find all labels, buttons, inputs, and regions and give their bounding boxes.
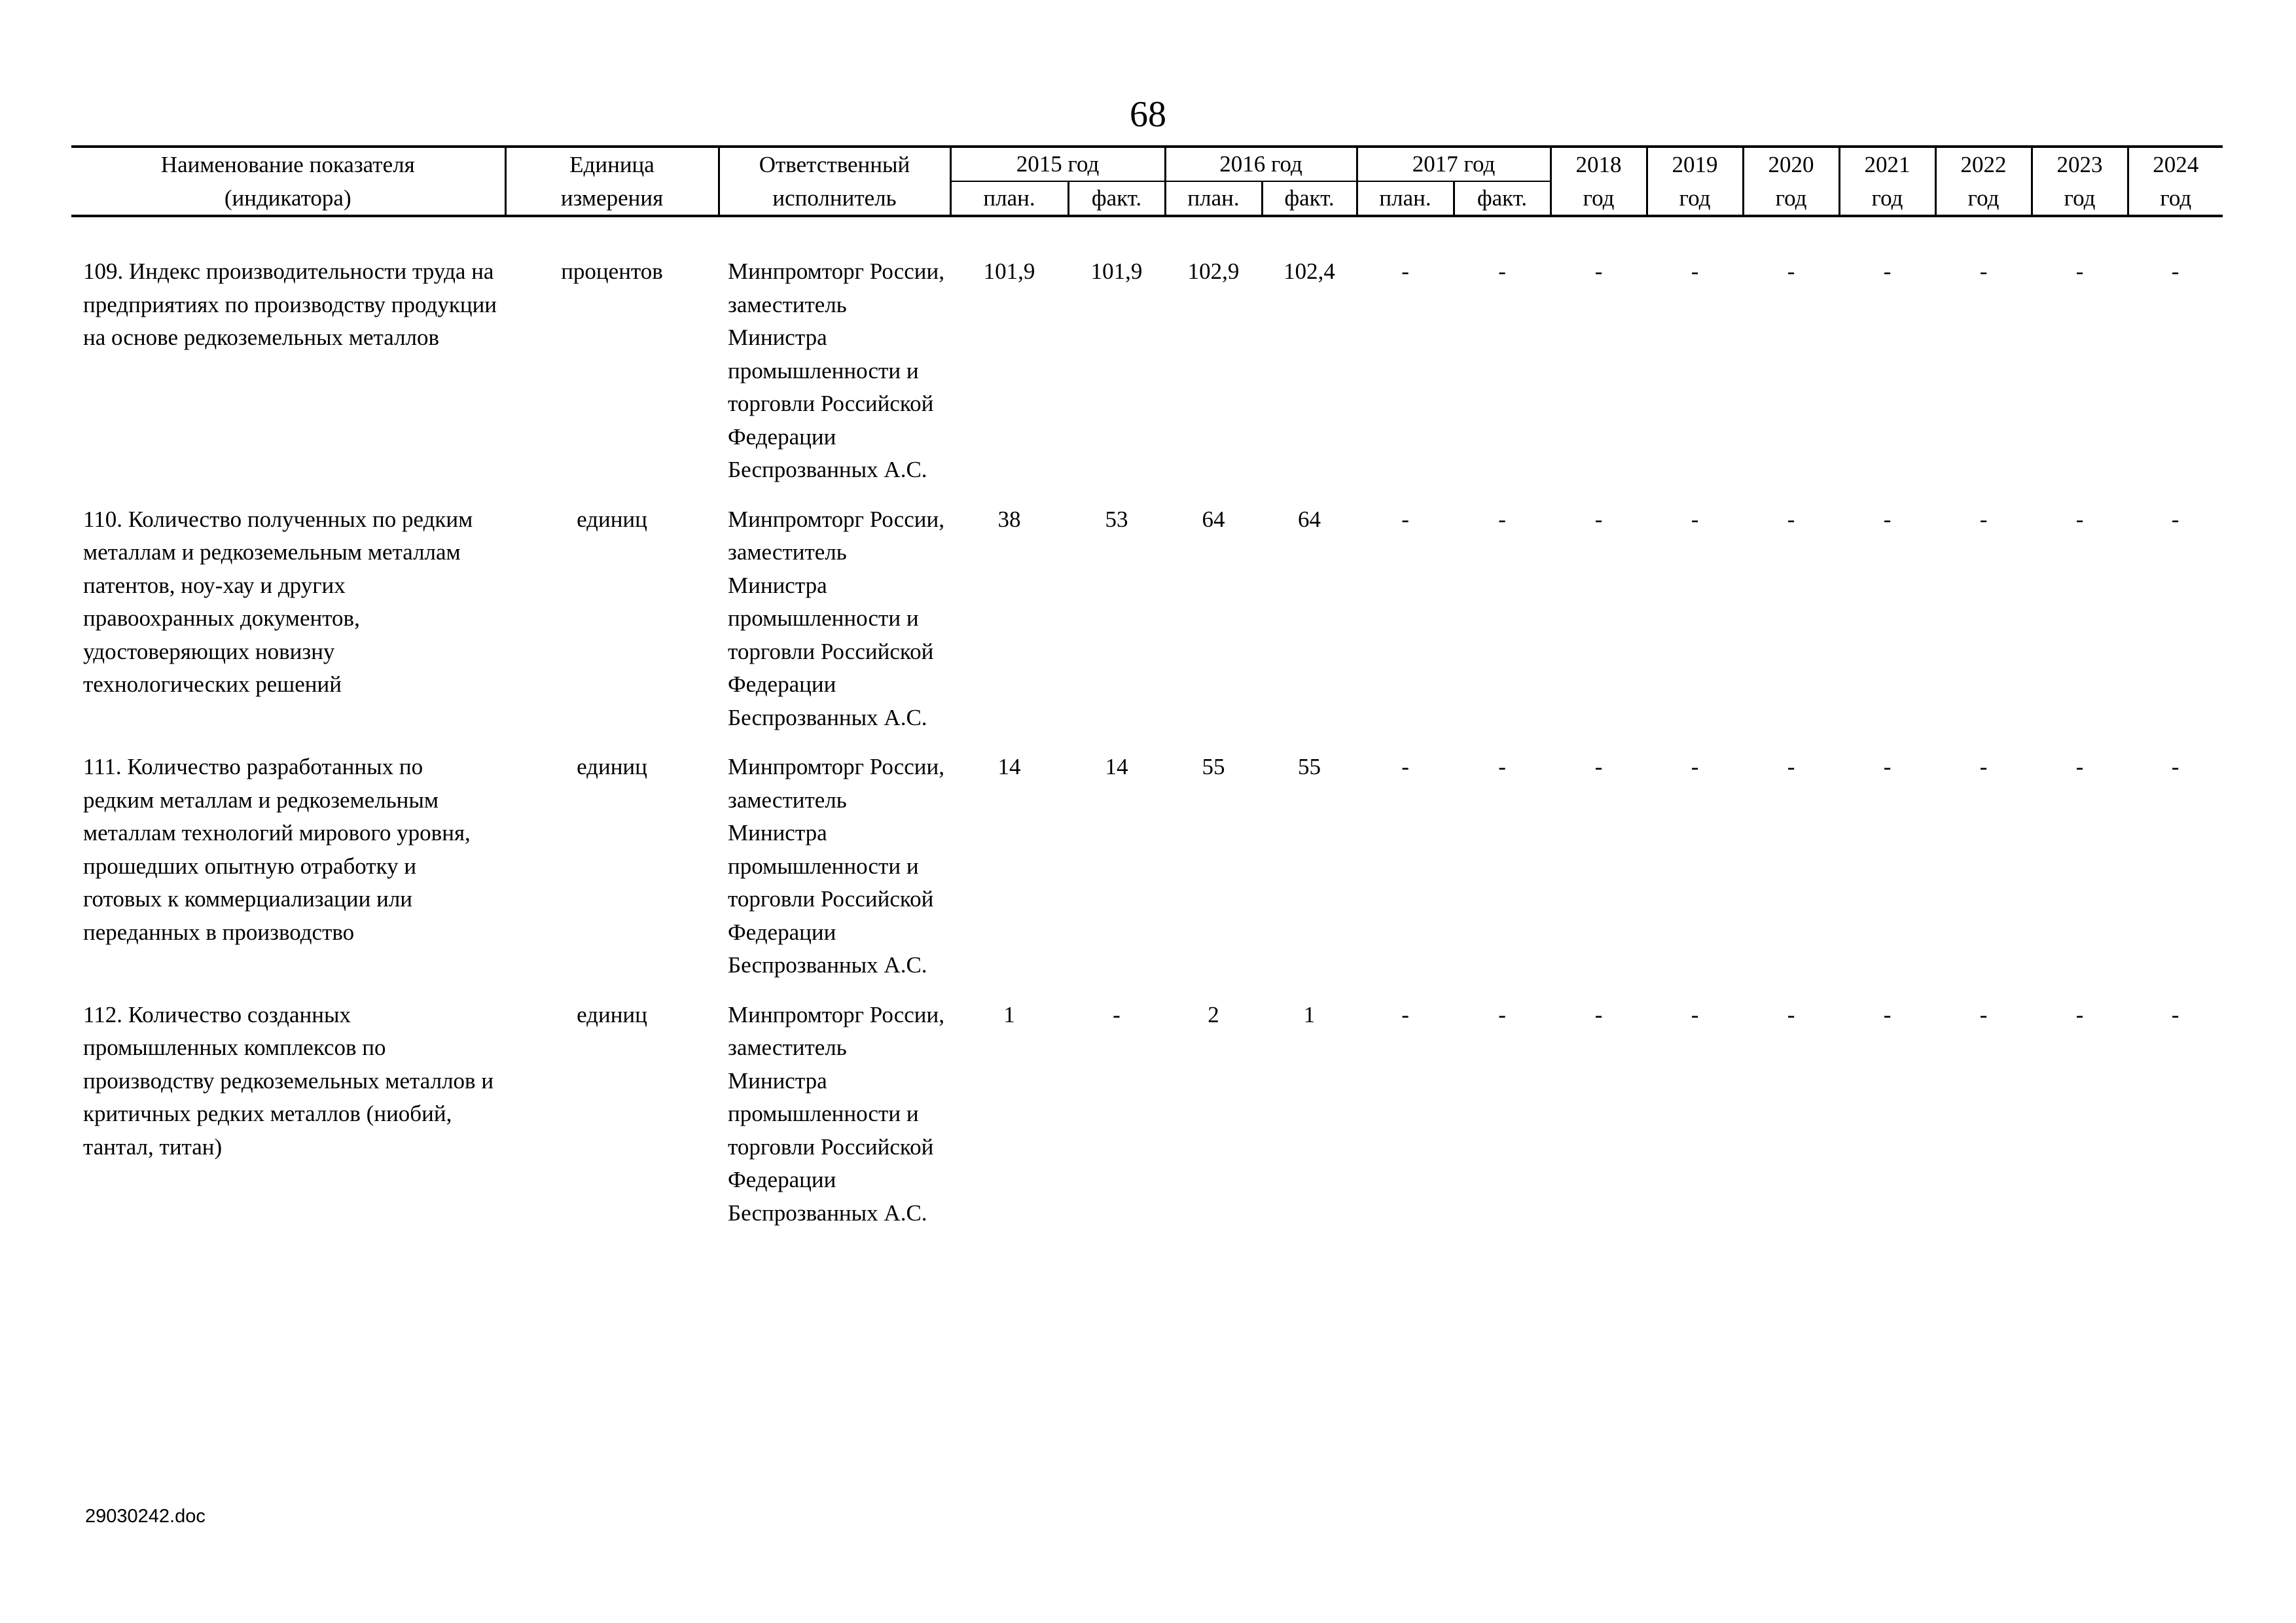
indicator-value: 53 (1105, 506, 1128, 532)
indicator-value: 38 (997, 506, 1021, 532)
indicator-unit: единиц (577, 506, 647, 532)
indicator-value: 1 (1303, 1001, 1316, 1027)
table-row (71, 751, 2223, 999)
table-header (71, 147, 2223, 216)
indicator-value: - (1498, 1001, 1506, 1027)
header-god-2018: год (1551, 181, 1647, 216)
indicator-value: - (1883, 259, 1892, 284)
header-unit-1: Единица (505, 147, 719, 181)
header-plan-2015: план. (950, 181, 1068, 216)
indicator-value: - (1594, 506, 1603, 532)
indicator-value: - (1787, 259, 1795, 284)
indicator-value: 55 (1202, 754, 1225, 779)
indicator-responsible: Минпромторг России, заместитель Министра промышленности и торговли Российской Федерации Беспрозванных А.С. (728, 1001, 944, 1226)
indicator-value: 2 (1208, 1001, 1219, 1027)
indicator-responsible: Минпромторг России, заместитель Министра промышленности и торговли Российской Федерации Беспрозванных А.С. (728, 506, 944, 730)
indicator-value: 64 (1298, 506, 1321, 532)
header-year-2016: 2016 год (1165, 147, 1357, 181)
indicator-value: - (1594, 259, 1603, 284)
indicator-value: - (1691, 1001, 1699, 1027)
indicator-value: - (1498, 506, 1506, 532)
header-year-2022: 2022 (1935, 147, 2032, 181)
indicator-value: 101,9 (1090, 259, 1143, 284)
header-fact-2016: факт. (1262, 181, 1357, 216)
header-fact-2015: факт. (1068, 181, 1165, 216)
indicator-value: - (1401, 259, 1409, 284)
header-resp-1: Ответственный (719, 147, 950, 181)
header-god-2020: год (1743, 181, 1839, 216)
indicator-unit: единиц (577, 1001, 647, 1027)
indicator-name: 112. Количество созданных промышленных комплексов по производству редкоземельных металлов и критичных редких металлов (ниобий, тантал, титан) (83, 1001, 494, 1160)
indicator-responsible: Минпромторг России, заместитель Министра промышленности и торговли Российской Федерации Беспрозванных А.С. (728, 259, 944, 482)
indicator-value: - (1498, 754, 1506, 779)
indicator-responsible: Минпромторг России, заместитель Министра промышленности и торговли Российской Федерации Беспрозванных А.С. (728, 754, 944, 978)
header-unit-2: измерения (505, 181, 719, 216)
header-fact-2017: факт. (1454, 181, 1551, 216)
header-year-2019: 2019 (1647, 147, 1743, 181)
header-god-2021: год (1839, 181, 1935, 216)
indicator-name: 110. Количество полученных по редким металлам и редкоземельным металлам патентов, ноу-хау и других правоохранных документов, удостоверяющих новизну технологических решений (83, 506, 473, 697)
indicator-value: - (2075, 506, 2084, 532)
table-row (71, 255, 2223, 503)
indicator-value: 55 (1298, 754, 1321, 779)
table-body (71, 216, 2223, 1246)
indicator-value: - (2075, 259, 2084, 284)
indicator-value: - (1979, 259, 1988, 284)
indicator-value: - (2075, 754, 2084, 779)
indicator-value: - (2171, 1001, 2179, 1027)
indicator-value: 14 (1105, 754, 1128, 779)
indicator-value: 102,4 (1283, 259, 1335, 284)
indicator-value: - (2171, 506, 2179, 532)
indicator-value: 102,9 (1187, 259, 1240, 284)
indicator-unit: единиц (577, 754, 647, 779)
file-name-footer: 29030242.doc (85, 1506, 206, 1527)
indicator-value: - (2171, 259, 2179, 284)
header-year-2018: 2018 (1551, 147, 1647, 181)
header-year-2024: 2024 (2128, 147, 2223, 181)
indicator-value: - (1113, 1001, 1121, 1027)
header-name-1: Наименование показателя (71, 147, 505, 181)
header-god-2023: год (2032, 181, 2128, 216)
header-resp-2: исполнитель (719, 181, 950, 216)
indicator-value: - (1691, 754, 1699, 779)
header-year-2021: 2021 (1839, 147, 1935, 181)
header-name-2: (индикатора) (71, 181, 505, 216)
indicator-name: 111. Количество разработанных по редким металлам и редкоземельным металлам технологий мирового уровня, прошедших опытную отработку и готовых к коммерциализации или переданных в производство (83, 754, 471, 945)
indicator-value: - (2171, 754, 2179, 779)
indicator-value: - (1883, 754, 1892, 779)
indicator-value: - (1979, 506, 1988, 532)
indicator-value: - (1401, 1001, 1409, 1027)
header-year-2015: 2015 год (950, 147, 1165, 181)
indicator-value: - (1498, 259, 1506, 284)
indicator-value: - (1594, 754, 1603, 779)
indicator-value: - (1401, 506, 1409, 532)
indicator-value: - (1979, 1001, 1988, 1027)
indicator-value: 101,9 (983, 259, 1035, 284)
table-row (71, 999, 2223, 1247)
indicator-value: 64 (1202, 506, 1225, 532)
indicator-value: - (1691, 259, 1699, 284)
header-god-2024: год (2128, 181, 2223, 216)
header-year-2017: 2017 год (1357, 147, 1551, 181)
indicator-value: - (2075, 1001, 2084, 1027)
indicator-value: 14 (997, 754, 1021, 779)
header-god-2022: год (1935, 181, 2032, 216)
indicator-value: - (1787, 506, 1795, 532)
indicator-value: - (1883, 1001, 1892, 1027)
indicator-value: - (1401, 754, 1409, 779)
indicator-value: - (1883, 506, 1892, 532)
page-number: 68 (1130, 94, 1166, 135)
table-row (71, 503, 2223, 751)
header-plan-2017: план. (1357, 181, 1454, 216)
header-god-2019: год (1647, 181, 1743, 216)
indicator-value: - (1691, 506, 1699, 532)
indicator-value: - (1787, 754, 1795, 779)
indicator-value: - (1594, 1001, 1603, 1027)
indicator-unit: процентов (561, 259, 663, 284)
header-year-2020: 2020 (1743, 147, 1839, 181)
header-plan-2016: план. (1165, 181, 1262, 216)
header-year-2023: 2023 (2032, 147, 2128, 181)
indicator-value: - (1979, 754, 1988, 779)
indicator-value: - (1787, 1001, 1795, 1027)
indicator-value: 1 (1003, 1001, 1015, 1027)
indicator-name: 109. Индекс производительности труда на предприятиях по производству продукции на основе редкоземельных металлов (83, 259, 497, 350)
indicators-table (71, 145, 2223, 1246)
